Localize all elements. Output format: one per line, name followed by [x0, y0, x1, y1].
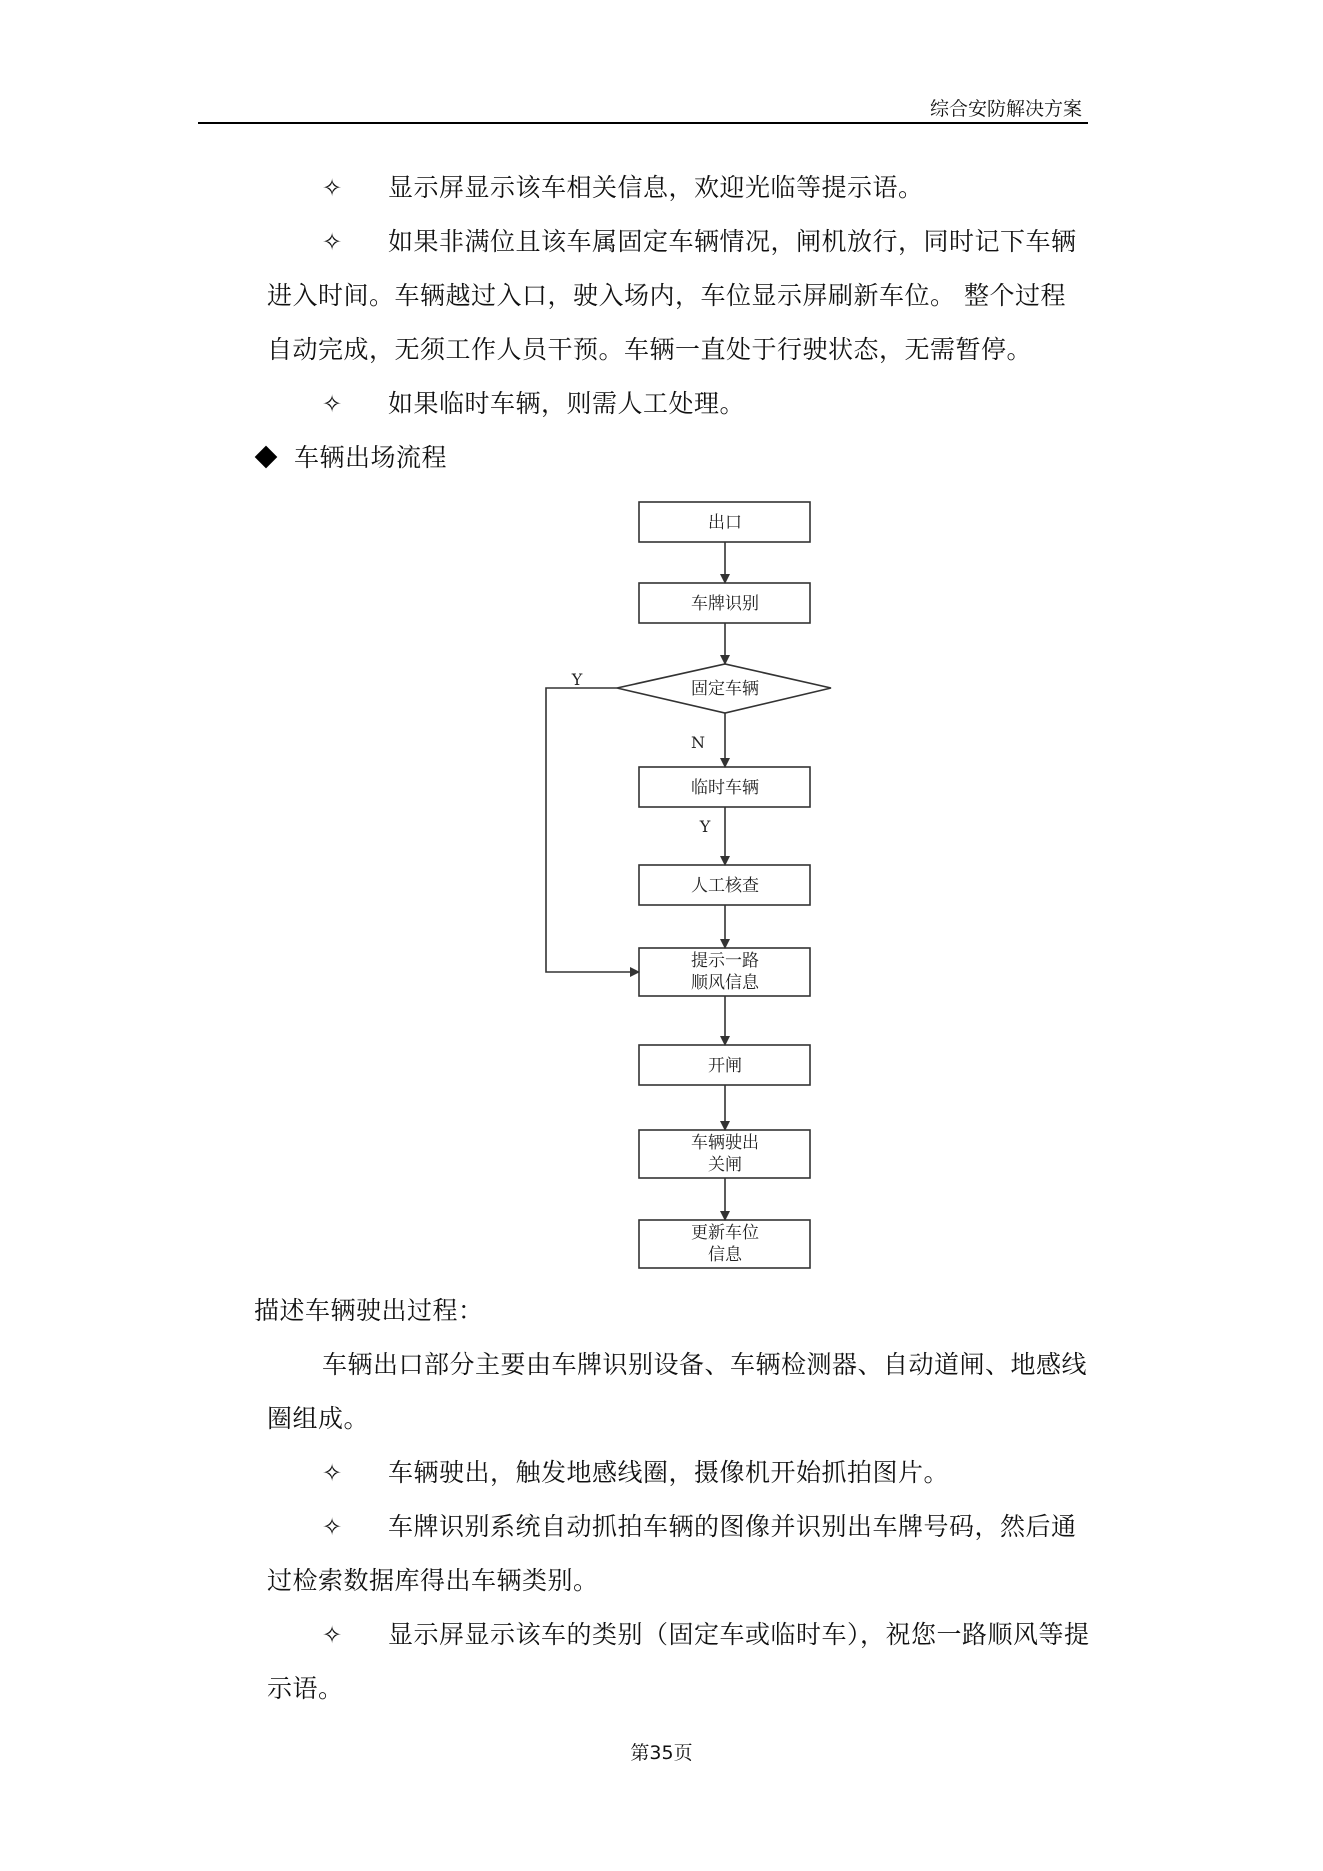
flow-label-update-1: 更新车位 — [691, 1223, 759, 1243]
flow-label-exit: 出口 — [708, 513, 742, 533]
section-title: 车辆出场流程 — [294, 443, 448, 472]
flow-label-update-2: 信息 — [708, 1245, 742, 1265]
bullet-icon: ✧ — [322, 1459, 343, 1487]
bullet-icon: ✧ — [322, 1621, 343, 1649]
page-number: 第35页 — [630, 1742, 693, 1764]
paragraph-bullet-2-line-3: 自动完成，无须工作人员干预。车辆一直处于行驶状态，无需暂停。 — [267, 335, 1033, 364]
paragraph-bullet-6-line-1: 显示屏显示该车的类别（固定车或临时车），祝您一路顺风等提 — [388, 1620, 1090, 1649]
flow-branch-label-no: N — [691, 733, 705, 752]
bullet-icon: ✧ — [322, 390, 343, 418]
flow-arrow-yes-branch — [546, 688, 639, 972]
exit-paragraph-line-2: 圈组成。 — [267, 1404, 370, 1433]
describe-title: 描述车辆驶出过程： — [254, 1296, 484, 1325]
exit-paragraph-line-1: 车辆出口部分主要由车牌识别设备、车辆检测器、自动道闸、地感线 — [322, 1350, 1088, 1379]
flow-branch-label-yes-down: Y — [699, 817, 711, 836]
flow-branch-label-yes: Y — [571, 670, 583, 689]
flow-label-vehicle-out-1: 车辆驶出 — [691, 1133, 759, 1153]
paragraph-bullet-5-line-1: 车牌识别系统自动抓拍车辆的图像并识别出车牌号码，然后通 — [388, 1512, 1077, 1541]
flow-label-farewell-2: 顺风信息 — [691, 973, 759, 993]
flow-label-vehicle-out-2: 关闸 — [708, 1155, 742, 1175]
flow-label-farewell-1: 提示一路 — [691, 951, 759, 971]
flow-label-fixed: 固定车辆 — [691, 679, 759, 699]
bullet-icon: ✧ — [322, 174, 343, 202]
bullet-icon: ✧ — [322, 228, 343, 256]
paragraph-bullet-6-line-2: 示语。 — [267, 1674, 344, 1703]
bullet-icon: ✧ — [322, 1513, 343, 1541]
paragraph-bullet-1: 显示屏显示该车相关信息，欢迎光临等提示语。 — [388, 173, 924, 202]
paragraph-bullet-2-line-1: 如果非满位且该车属固定车辆情况，闸机放行，同时记下车辆 — [388, 227, 1077, 256]
paragraph-bullet-5-line-2: 过检索数据库得出车辆类别。 — [267, 1566, 599, 1595]
header-title: 综合安防解决方案 — [929, 98, 1082, 120]
paragraph-bullet-3: 如果临时车辆，则需人工处理。 — [388, 389, 746, 418]
flow-label-plate: 车牌识别 — [691, 594, 759, 614]
paragraph-bullet-2-line-2: 进入时间。车辆越过入口，驶入场内，车位显示屏刷新车位。 整个过程 — [267, 281, 1066, 310]
flow-label-manual: 人工核查 — [691, 876, 759, 896]
paragraph-bullet-4: 车辆驶出，触发地感线圈，摄像机开始抓拍图片。 — [388, 1458, 950, 1487]
flow-label-open-gate: 开闸 — [708, 1056, 742, 1076]
flow-label-temp: 临时车辆 — [691, 778, 759, 798]
